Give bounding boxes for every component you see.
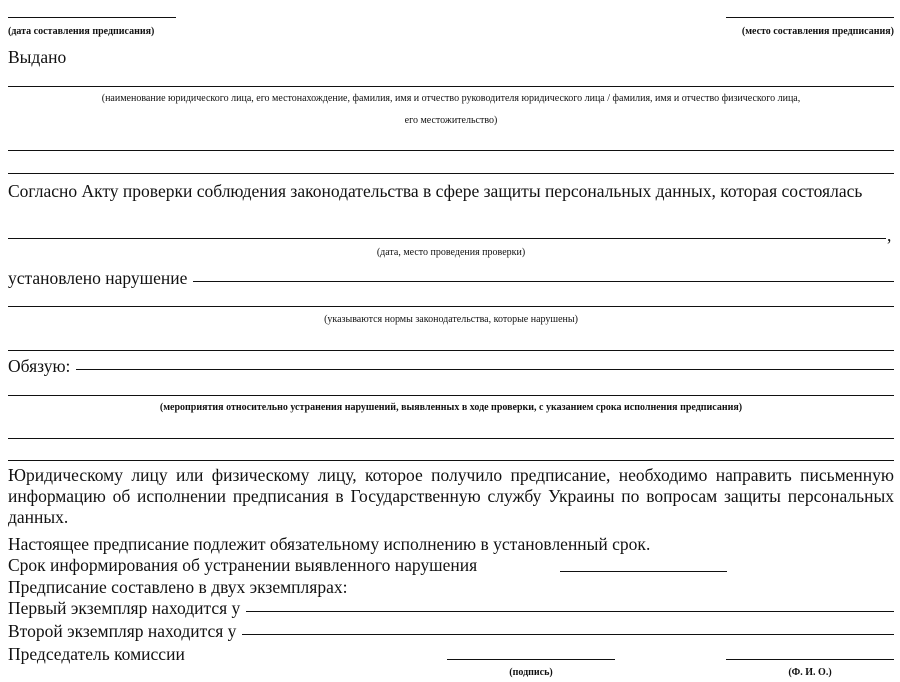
first-copy-line[interactable] xyxy=(246,611,894,612)
obligation-line-2[interactable] xyxy=(8,395,894,396)
name-caption: (Ф. И. О.) xyxy=(788,667,832,678)
copies-text: Предписание составлено в двух экземплярах: xyxy=(8,577,348,597)
first-copy-label: Первый экземпляр находится у xyxy=(8,598,241,618)
place-line[interactable] xyxy=(726,17,894,18)
inspection-caption: (дата, место проведения проверки) xyxy=(376,247,526,258)
violation-caption: (указываются нормы законодательства, которые нарушены) xyxy=(324,314,578,325)
name-line[interactable] xyxy=(726,659,894,660)
date-caption: (дата составления предписания) xyxy=(8,26,155,37)
mandatory-text: Настоящее предписание подлежит обязательному исполнению в установленный срок. xyxy=(8,534,651,554)
signature-line[interactable] xyxy=(447,659,615,660)
issued-line-3[interactable] xyxy=(8,173,894,174)
inspection-comma: , xyxy=(887,225,892,245)
issued-caption-line1: (наименование юридического лица, его местонахождение, фамилия, имя и отчество руководителя юридического лица / фамилия, имя и отчество физического лица, xyxy=(101,93,801,104)
obligation-label: Обязую: xyxy=(8,356,71,376)
body-paragraph: Юридическому лицу или физическому лицу, которое получило предписание, необходимо направить письменную информацию об исполнении предписания в Государственную службу Украины по вопросам защиты персональных данных. xyxy=(8,465,894,527)
place-caption: (место составления предписания) xyxy=(741,26,894,37)
inspection-line[interactable] xyxy=(8,238,886,239)
first-copy-row xyxy=(8,598,894,618)
violation-row xyxy=(8,268,894,288)
violation-line-2[interactable] xyxy=(8,306,894,307)
obligation-caption: (мероприятия относительно устранения нарушений, выявленных в ходе проверки, с указанием срока исполнения предписания) xyxy=(159,402,743,413)
violation-line[interactable] xyxy=(193,281,894,282)
obligation-row xyxy=(8,356,894,376)
second-copy-line[interactable] xyxy=(242,634,894,635)
inspection-text: Согласно Акту проверки соблюдения законодательства в сфере защиты персональных данных, которая состоялась xyxy=(8,181,863,201)
issued-line-2[interactable] xyxy=(8,150,894,151)
violation-label: установлено нарушение xyxy=(8,268,188,288)
issued-label: Выдано xyxy=(8,47,67,67)
signature-caption: (подпись) xyxy=(509,667,553,678)
obligation-line-4[interactable] xyxy=(8,460,894,461)
second-copy-row xyxy=(8,621,894,641)
obligation-line-3[interactable] xyxy=(8,438,894,439)
violation-line-3[interactable] xyxy=(8,350,894,351)
issued-line-1[interactable] xyxy=(8,86,894,87)
chairman-label: Председатель комиссии xyxy=(8,644,185,664)
date-line[interactable] xyxy=(8,17,176,18)
deadline-label: Срок информирования об устранении выявленного нарушения xyxy=(8,555,478,575)
second-copy-label: Второй экземпляр находится у xyxy=(8,621,237,641)
obligation-line[interactable] xyxy=(76,369,894,370)
deadline-line[interactable] xyxy=(560,571,727,572)
issued-caption-line2: его местожительство) xyxy=(404,115,498,126)
